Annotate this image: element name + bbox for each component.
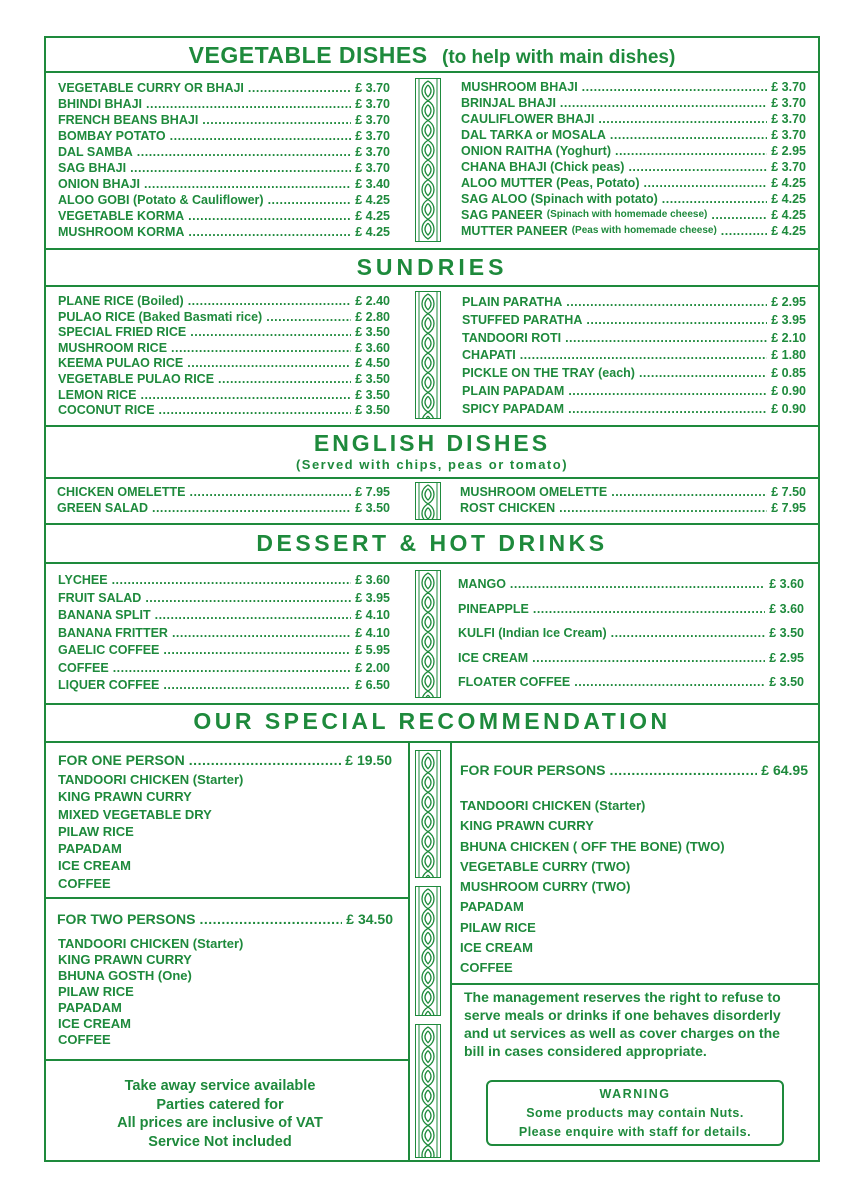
menu-item	[458, 572, 804, 597]
management-note-line: serve meals or drinks if one behaves disorderly	[464, 1007, 781, 1023]
management-note-line: and ut services as well as cover charges on the	[464, 1025, 780, 1041]
item-name: FRENCH BEANS BHAJI	[58, 113, 199, 127]
item-note: (Spinach with homemade cheese)	[546, 209, 708, 220]
menu-item	[462, 365, 806, 383]
menu-item	[461, 111, 806, 127]
leader-dots	[566, 294, 767, 312]
offer-item: PILAW RICE	[460, 919, 536, 935]
leader-dots	[582, 79, 768, 95]
menu-item	[462, 383, 806, 401]
leader-dots	[145, 590, 351, 608]
leader-dots	[218, 372, 351, 388]
leader-dots	[568, 383, 767, 401]
leader-dots	[159, 403, 352, 419]
warning-line: Some products may contain Nuts.	[526, 1106, 744, 1120]
for-one-person-header: FOR ONE PERSON ..... £ 19.50	[58, 751, 392, 769]
item-price: £ 3.70	[355, 161, 390, 175]
for-four-persons-items	[460, 796, 725, 979]
item-price: £ 3.70	[771, 128, 806, 142]
offer-item: PAPADAM	[460, 899, 524, 915]
item-price: £ 4.25	[355, 225, 390, 239]
menu-item	[58, 403, 390, 419]
item-name: PINEAPPLE	[458, 601, 529, 616]
footer-line: Parties catered for	[156, 1096, 284, 1113]
menu-item	[458, 670, 804, 695]
item-price: £ 3.40	[355, 177, 390, 191]
item-price: £ 7.95	[355, 485, 390, 499]
item-price: £ 4.25	[771, 208, 806, 222]
offer-item: KING PRAWN CURRY	[58, 789, 192, 805]
dessert-header	[44, 528, 820, 562]
offer-item: COFFEE	[58, 1032, 111, 1047]
offer-item: TANDOORI CHICKEN (Starter)	[58, 936, 244, 951]
item-price: £ 3.70	[771, 96, 806, 110]
item-price: £ 4.10	[355, 625, 390, 640]
offer-item: MIXED VEGETABLE DRY	[58, 806, 212, 822]
offer-item: BHUNA CHICKEN ( OFF THE BONE) (TWO)	[460, 838, 725, 854]
divider	[44, 285, 820, 287]
item-price: £ 5.95	[355, 643, 390, 657]
offer-item: TANDOORI CHICKEN (Starter)	[58, 772, 244, 787]
menu-item	[58, 144, 390, 160]
item-name: TANDOORI ROTI	[462, 330, 562, 345]
divider	[44, 1059, 409, 1061]
menu-item	[58, 372, 390, 388]
offer-item: ICE CREAM	[58, 1016, 131, 1031]
divider	[44, 425, 820, 427]
item-price: £ 2.95	[769, 650, 804, 665]
item-price: £ 0.85	[771, 366, 806, 381]
leader-dots	[510, 572, 765, 597]
item-name: CHAPATI	[462, 348, 516, 363]
item-price: £ 1.80	[771, 348, 806, 363]
item-price: £ 3.50	[355, 501, 390, 515]
menu-item	[458, 597, 804, 622]
leader-dots	[171, 341, 351, 357]
for-two-persons-header: FOR TWO PERSONS ..... £ 34.50	[57, 910, 393, 928]
warning-box	[486, 1080, 784, 1146]
item-price: £ 4.50	[355, 356, 390, 371]
dessert-right-list	[458, 572, 804, 695]
item-name: KULFI (Indian Ice Cream)	[458, 626, 607, 640]
leader-dots	[187, 356, 351, 372]
leader-dots	[610, 127, 767, 143]
offer-item: PAPADAM	[58, 1000, 122, 1015]
leader-dots	[721, 223, 767, 239]
leader-dots	[152, 500, 351, 516]
item-name: LIQUER COFFEE	[58, 678, 160, 692]
management-note	[464, 988, 809, 1060]
veg-title: VEGETABLE DISHES	[188, 42, 428, 68]
item-name: MANGO	[458, 577, 506, 591]
leader-dots	[565, 330, 767, 348]
divider	[44, 477, 820, 479]
leader-dots	[574, 670, 765, 695]
leader-dots	[130, 160, 351, 176]
leader-dots	[146, 96, 351, 112]
offer-item: PILAW RICE	[58, 823, 134, 839]
item-name: SPECIAL FRIED RICE	[58, 325, 187, 340]
item-price: £ 4.10	[355, 608, 390, 622]
item-price: £ 3.50	[769, 626, 804, 640]
item-price: £ 2.00	[355, 660, 390, 675]
item-name: ONION BHAJI	[58, 177, 140, 191]
item-price: £ 3.95	[771, 312, 806, 327]
menu-item	[57, 484, 390, 500]
item-price: £ 3.95	[355, 590, 390, 605]
item-name: SAG ALOO (Spinach with potato)	[461, 192, 658, 206]
for-four-persons-header: FOR FOUR PERSONS ..... £ 64.95	[460, 761, 808, 779]
item-price: £ 3.60	[769, 577, 804, 591]
menu-item	[58, 325, 390, 341]
sundries-header	[44, 252, 820, 286]
divider	[44, 703, 820, 705]
item-name: FLOATER COFFEE	[458, 675, 571, 689]
menu-item	[58, 80, 390, 96]
leader-dots	[639, 365, 767, 383]
sundries-left-list	[58, 294, 390, 419]
item-name: STUFFED PARATHA	[462, 312, 583, 327]
leader-dots	[662, 191, 767, 207]
english-title: ENGLISH DISHES	[313, 430, 551, 456]
menu-item	[58, 310, 390, 326]
item-name: MUTTER PANEER	[461, 224, 568, 238]
divider	[450, 983, 820, 985]
leader-dots	[586, 312, 767, 330]
item-name: CHICKEN OMELETTE	[57, 485, 186, 499]
item-name: PICKLE ON THE TRAY (each)	[462, 366, 635, 381]
item-name: GAELIC COFFEE	[58, 643, 160, 657]
item-price: £ 4.25	[771, 192, 806, 206]
divider	[408, 741, 410, 1161]
item-price: £ 4.25	[355, 209, 390, 223]
ornament-icon	[416, 79, 440, 241]
item-price: £ 3.70	[771, 160, 806, 174]
item-price: £ 3.70	[355, 129, 390, 143]
leader-dots	[611, 484, 767, 500]
item-price: £ 2.95	[771, 295, 806, 309]
item-name: PLAIN PARATHA	[462, 295, 563, 309]
menu-item	[57, 500, 390, 516]
leader-dots	[172, 625, 351, 643]
menu-item	[58, 572, 390, 590]
item-name: SPICY PAPADAM	[462, 401, 565, 416]
menu-item	[462, 401, 806, 419]
item-price: £ 3.70	[355, 97, 390, 111]
item-name: BRINJAL BHAJI	[461, 96, 556, 110]
leader-dots	[533, 597, 765, 622]
item-price: £ 3.50	[355, 403, 390, 418]
menu-item	[462, 312, 806, 330]
item-name: KEEMA PULAO RICE	[58, 356, 184, 371]
item-note: (Peas with homemade cheese)	[571, 225, 717, 236]
leader-dots	[598, 111, 767, 127]
divider	[44, 562, 820, 564]
divider	[44, 741, 820, 743]
leader-dots	[163, 677, 351, 695]
item-name: LEMON RICE	[58, 387, 137, 402]
special-header	[44, 706, 820, 740]
menu-item	[58, 160, 390, 176]
item-price: £ 3.70	[771, 112, 806, 126]
for-one-person-items	[58, 771, 243, 892]
leader-dots	[532, 646, 765, 671]
item-price: £ 0.90	[771, 383, 806, 398]
menu-item	[58, 192, 390, 208]
sundries-title: SUNDRIES	[356, 254, 508, 280]
offer-item: MUSHROOM CURRY (TWO)	[460, 879, 631, 895]
dessert-left-list	[58, 572, 390, 695]
ornament-divider	[415, 886, 441, 1016]
item-price: £ 6.50	[355, 678, 390, 692]
item-price: £ 3.60	[355, 340, 390, 355]
item-name: BOMBAY POTATO	[58, 129, 166, 143]
ornament-icon	[416, 1025, 440, 1157]
menu-item	[58, 176, 390, 192]
special-title: OUR SPECIAL RECOMMENDATION	[193, 708, 671, 734]
menu-item	[58, 208, 390, 224]
menu-item	[461, 127, 806, 143]
leader-dots	[163, 642, 351, 660]
leader-dots	[155, 607, 352, 625]
menu-item	[461, 207, 806, 223]
offer-item: KING PRAWN CURRY	[460, 818, 594, 834]
menu-item	[58, 388, 390, 404]
leader-dots	[520, 347, 768, 365]
ornament-divider	[415, 291, 441, 419]
ornament-icon	[416, 751, 440, 877]
warning-line: Please enquire with staff for details.	[518, 1125, 752, 1139]
veg-left-list	[58, 80, 390, 240]
menu-item	[458, 646, 804, 671]
leader-dots	[615, 143, 767, 159]
leader-dots	[190, 325, 351, 341]
offer-item: ICE CREAM	[460, 940, 533, 956]
menu-item	[58, 128, 390, 144]
leader-dots	[140, 388, 351, 404]
english-header	[44, 428, 820, 476]
item-name: MUSHROOM OMELETTE	[460, 485, 608, 499]
menu-item	[462, 294, 806, 312]
item-name: SAG BHAJI	[58, 161, 127, 175]
item-price: £ 3.60	[769, 601, 804, 616]
offer-item: PAPADAM	[58, 841, 122, 857]
divider	[44, 71, 820, 73]
leader-dots	[559, 500, 767, 516]
menu-item	[460, 500, 806, 516]
item-name: COCONUT RICE	[58, 403, 155, 418]
offer-item: KING PRAWN CURRY	[58, 952, 192, 967]
leader-dots	[266, 310, 351, 326]
item-name: MUSHROOM KORMA	[58, 225, 185, 239]
item-name: PULAO RICE (Baked Basmati rice)	[58, 309, 263, 324]
ornament-divider	[415, 78, 441, 242]
item-name: SAG PANEER	[461, 208, 543, 222]
item-price: £ 3.50	[769, 675, 804, 689]
item-price: £ 3.60	[355, 573, 390, 587]
menu-item	[58, 224, 390, 240]
item-name: ALOO MUTTER (Peas, Potato)	[461, 176, 640, 190]
item-name: ALOO GOBI (Potato & Cauliflower)	[58, 193, 264, 207]
item-name: MUSHROOM RICE	[58, 340, 168, 355]
english-left-list	[57, 484, 390, 516]
item-name: ROST CHICKEN	[460, 501, 556, 515]
management-note-line: The management reserves the right to refuse to	[464, 989, 781, 1005]
leader-dots	[248, 80, 351, 96]
leader-dots	[188, 294, 352, 310]
menu-item	[461, 191, 806, 207]
leader-dots	[112, 572, 352, 590]
leader-dots	[643, 175, 767, 191]
offer-item: BHUNA GOSTH (One)	[58, 968, 192, 983]
dessert-title: DESSERT & HOT DRINKS	[256, 530, 608, 556]
ornament-icon	[416, 292, 440, 418]
menu-item	[458, 621, 804, 646]
item-name: CHANA BHAJI (Chick peas)	[461, 160, 625, 174]
leader-dots	[189, 484, 351, 500]
menu-item	[462, 347, 806, 365]
item-price: £ 3.70	[355, 145, 390, 159]
item-price: £ 3.50	[355, 325, 390, 340]
item-price: £ 3.50	[355, 387, 390, 402]
offer-item: COFFEE	[58, 875, 111, 891]
leader-dots	[568, 401, 767, 419]
menu-item	[461, 79, 806, 95]
divider	[450, 741, 452, 1161]
menu-item	[58, 642, 390, 660]
menu-item	[58, 607, 390, 625]
leader-dots	[268, 192, 352, 208]
for-two-persons-items	[58, 936, 243, 1048]
offer-item: PILAW RICE	[58, 984, 134, 999]
item-name: VEGETABLE CURRY OR BHAJI	[58, 81, 244, 95]
divider	[44, 523, 820, 525]
item-price: £ 7.95	[771, 501, 806, 515]
item-name: DAL TARKA or MOSALA	[461, 128, 606, 142]
leader-dots	[202, 112, 351, 128]
menu-item	[461, 95, 806, 111]
menu-item	[58, 660, 390, 678]
ornament-divider	[415, 570, 441, 698]
ornament-icon	[416, 483, 440, 519]
ornament-divider	[415, 750, 441, 878]
footer-line: Take away service available	[124, 1078, 316, 1094]
ornament-divider	[415, 1024, 441, 1158]
leader-dots	[188, 208, 351, 224]
menu-item	[461, 159, 806, 175]
leader-dots	[137, 144, 351, 160]
item-price: £ 2.95	[771, 144, 806, 158]
menu-item	[58, 625, 390, 643]
menu-item	[461, 175, 806, 191]
english-right-list	[460, 484, 806, 516]
leader-dots	[144, 176, 351, 192]
leader-dots	[611, 621, 766, 646]
menu-item	[462, 330, 806, 348]
item-name: ONION RAITHA (Yoghurt)	[461, 144, 611, 158]
divider	[44, 248, 820, 250]
item-name: ICE CREAM	[458, 650, 529, 665]
menu-item	[58, 356, 390, 372]
item-price: £ 4.25	[355, 193, 390, 207]
english-subtitle: (Served with chips, peas or tomato)	[295, 457, 569, 472]
veg-right-list	[461, 79, 806, 239]
item-name: LYCHEE	[58, 573, 108, 587]
item-price: £ 0.90	[771, 401, 806, 416]
item-price: £ 2.10	[771, 330, 806, 345]
item-price: £ 3.70	[355, 81, 390, 95]
item-name: VEGETABLE KORMA	[58, 209, 185, 223]
item-name: VEGETABLE PULAO RICE	[58, 371, 215, 386]
divider	[44, 897, 409, 899]
offer-item: VEGETABLE CURRY (TWO)	[460, 858, 631, 874]
leader-dots	[188, 224, 351, 240]
sundries-right-list	[462, 294, 806, 419]
item-price: £ 4.25	[771, 224, 806, 238]
menu-item	[461, 143, 806, 159]
menu-item	[58, 341, 390, 357]
item-name: COFFEE	[58, 660, 109, 675]
item-name: CAULIFLOWER BHAJI	[461, 112, 595, 126]
item-name: BANANA FRITTER	[58, 625, 168, 640]
veg-header	[44, 40, 820, 72]
item-price: £ 3.70	[771, 80, 806, 94]
item-price: £ 3.70	[355, 113, 390, 127]
menu-item	[58, 677, 390, 695]
item-name: PLAIN PAPADAM	[462, 383, 565, 398]
item-price: £ 7.50	[771, 485, 806, 499]
item-price: £ 2.40	[355, 294, 390, 308]
leader-dots	[113, 660, 352, 678]
menu-item	[58, 112, 390, 128]
leader-dots	[170, 128, 352, 144]
item-name: BANANA SPLIT	[58, 608, 151, 622]
warning-title: WARNING	[599, 1087, 671, 1101]
item-name: GREEN SALAD	[57, 501, 148, 515]
ornament-icon	[416, 887, 440, 1015]
offer-item: TANDOORI CHICKEN (Starter)	[460, 798, 646, 813]
leader-dots	[560, 95, 767, 111]
item-name: BHINDI BHAJI	[58, 97, 143, 111]
ornament-icon	[416, 571, 440, 697]
leader-dots	[711, 207, 767, 223]
item-price: £ 4.25	[771, 176, 806, 190]
leader-dots	[628, 159, 767, 175]
ornament-divider	[415, 482, 441, 520]
menu-item	[58, 96, 390, 112]
menu-item	[58, 294, 390, 310]
footer-line: Service Not included	[148, 1133, 292, 1150]
footer-info	[60, 1077, 380, 1151]
menu-item	[460, 484, 806, 500]
offer-item: COFFEE	[460, 960, 513, 976]
menu-item	[58, 590, 390, 608]
offer-item: ICE CREAM	[58, 858, 131, 874]
item-name: DAL SAMBA	[58, 145, 133, 159]
item-name: PLANE RICE (Boiled)	[58, 294, 184, 308]
item-price: £ 2.80	[355, 309, 390, 324]
item-name: FRUIT SALAD	[58, 590, 142, 605]
menu-item	[461, 223, 806, 239]
item-name: MUSHROOM BHAJI	[461, 80, 578, 94]
item-price: £ 3.50	[355, 371, 390, 386]
footer-line: All prices are inclusive of VAT	[117, 1115, 323, 1131]
veg-subtitle: (to help with main dishes)	[442, 47, 676, 68]
management-note-line: bill in cases considered appropriate.	[464, 1043, 707, 1059]
